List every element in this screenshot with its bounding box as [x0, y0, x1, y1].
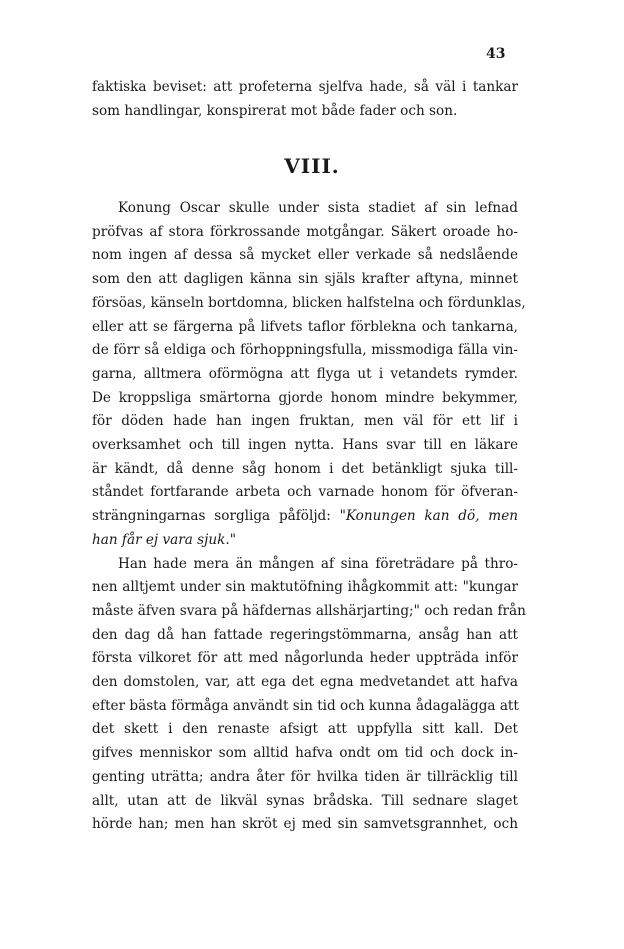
text-line: det skett i den renaste afsigt att uppfylla sitt kall. Det: [92, 721, 518, 738]
text-line: för döden hade han ingen fruktan, men väl för ett lif i: [92, 413, 518, 430]
quote-italic: han får ej vara sjuk.: [92, 531, 230, 548]
text-line: eller att se färgerna på lifvets taflor förblekna och tankarna,: [92, 318, 518, 335]
text-line: pröfvas af stora förkrossande motgångar. Säkert oroade ho-: [92, 223, 518, 240]
chapter-heading: VIII.: [284, 154, 340, 178]
text-line: som handlingar, konspirerat mot både fader och son.: [92, 102, 458, 119]
text-line: Konung Oscar skulle under sista stadiet af sin lefnad: [118, 200, 518, 216]
text-line: efter bästa förmåga användt sin tid och kunna ådagalägga att: [92, 697, 519, 714]
text-line: nom ingen af dessa så mycket eller verkade så nedslående: [92, 247, 518, 264]
text-line: första vilkoret för att med någorlunda heder uppträda inför: [92, 650, 518, 667]
text-line: nen alltjemt under sin maktutöfning ihågkommit att: "kungar: [92, 579, 518, 596]
page-number: 43: [486, 46, 506, 62]
text-line: Han hade mera än mången af sina företrädare på thro-: [118, 555, 518, 572]
text-line: allt, utan att de likväl synas brådska. Till sednare slaget: [92, 792, 518, 809]
text-line: som den att dagligen känna sin själs krafter aftyna, minnet: [92, 271, 518, 288]
text-line: gifves menniskor som alltid hafva ondt om tid och dock in-: [92, 745, 518, 762]
intro-paragraph: [92, 76, 518, 123]
text-line: är kändt, då denne såg honom i det betänkligt sjuka till-: [92, 460, 518, 477]
text-line: garna, alltmera oförmögna att flyga ut i vetandets rymder.: [92, 365, 518, 382]
text-line-quote-start: [92, 505, 518, 529]
text-line: overksamhet och till ingen nytta. Hans svar till en läkare: [92, 437, 518, 454]
text-line: den dag då han fattade regeringstömmarna, ansåg han att: [92, 626, 518, 643]
text-line-quote-end: [92, 529, 518, 553]
text-line: De kroppsliga smärtorna gjorde honom mindre bekymmer,: [92, 389, 518, 406]
text-line: ståndet fortfarande arbeta och varnade honom för öfveran-: [92, 484, 518, 501]
text-line: försöas, känseln bortdomna, blicken halfstelna och fördunklas,: [92, 294, 526, 311]
text-line: genting uträtta; andra åter för hvilka tiden är tillräcklig till: [92, 768, 518, 785]
quote-lead: strängningarnas sorgliga påföljd: ": [92, 508, 346, 525]
text-line: hörde han; men han skröt ej med sin samvetsgrannhet, och: [92, 816, 518, 833]
text-line: måste äfven svara på häfdernas allshärjarting;" och redan från: [92, 602, 526, 619]
quote-close: ": [229, 531, 236, 548]
text-line: de förr så eldiga och förhoppningsfulla, missmodiga fälla vin-: [92, 342, 518, 359]
text-line: den domstolen, var, att ega det egna medvetandet att hafva: [92, 674, 518, 691]
quote-italic: Konungen kan dö, men: [345, 508, 518, 525]
text-line: faktiska beviset: att profeterna sjelfva hade, så väl i tankar: [92, 79, 518, 95]
body-text: [92, 197, 526, 837]
